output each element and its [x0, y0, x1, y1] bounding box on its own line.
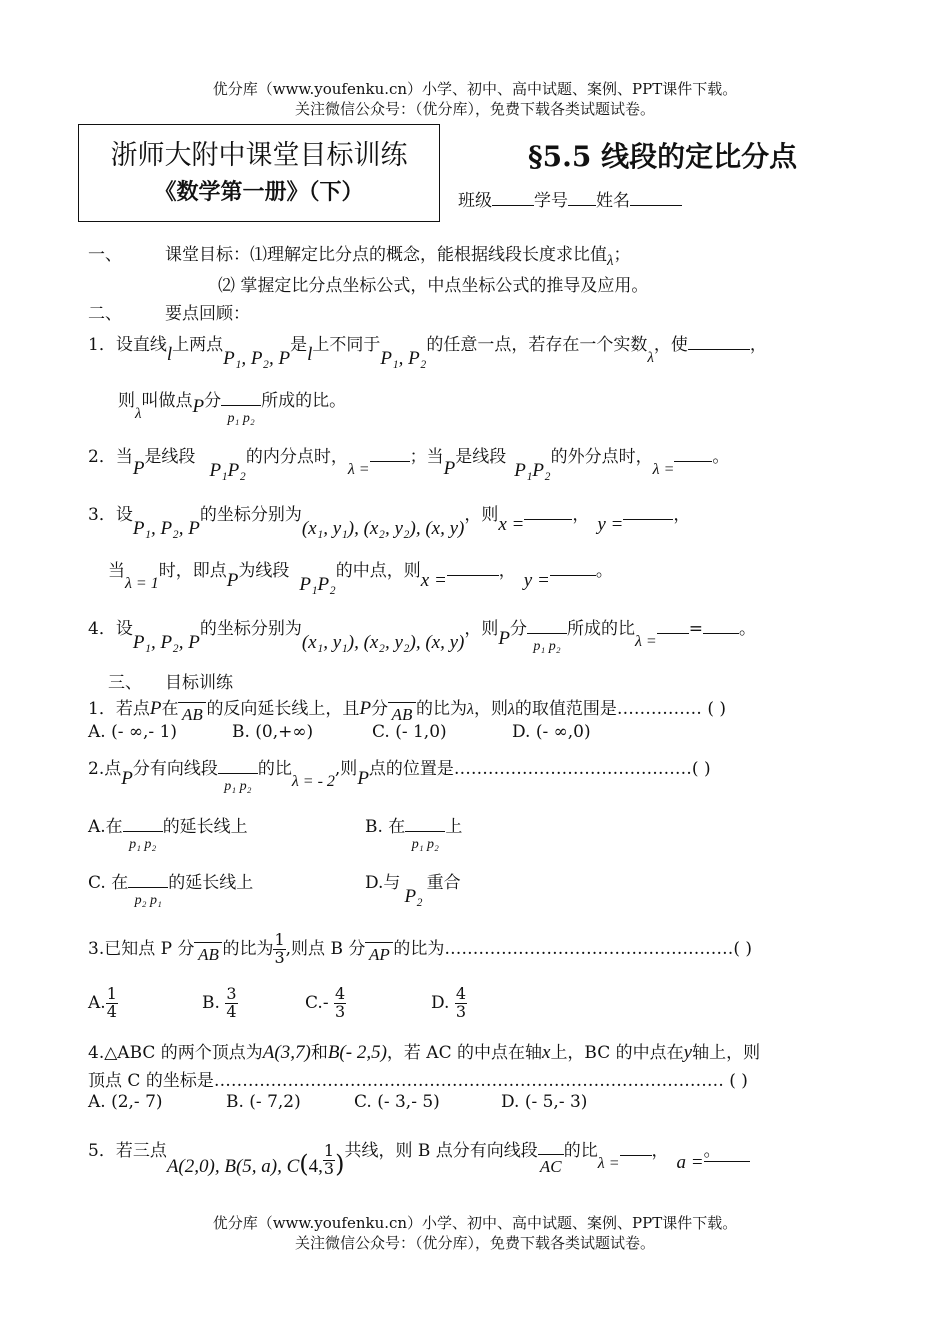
header-line-2: 关注微信公众号：（优分库），免费下载各类试题试卷。	[294, 100, 655, 118]
e2-opt-c-end: 的延长线上	[168, 873, 254, 893]
e4-text-d: 上，BC 的中点在	[550, 1043, 684, 1063]
q3-text-k: 。	[595, 561, 613, 581]
title-box	[78, 124, 440, 222]
q2-segment2: P₁P₂	[514, 460, 551, 481]
e2-opt-c-label: C. 在	[88, 873, 129, 893]
book-title: 《数学第一册》（下）	[154, 179, 364, 205]
e4-x-axis: x	[542, 1042, 551, 1063]
q4-text-d: 分	[509, 619, 527, 639]
q2-segment: P₁P₂	[209, 460, 246, 481]
e3-option-a[interactable]: A. $\frac{1}{4}$	[88, 984, 117, 1021]
e2-opt-a-label: A.在	[88, 817, 123, 837]
e2-opt-b-end: 上	[445, 817, 463, 837]
q1-text-e: 的任意一点，若存在一个实数	[426, 335, 648, 355]
q3-points: P₁, P₂, P	[132, 518, 200, 539]
q3-text-h: 为线段	[238, 561, 290, 581]
q3-text-f: 当	[108, 561, 125, 581]
class-field[interactable]	[492, 205, 534, 206]
name-label: 姓名	[596, 191, 630, 211]
e1-vector-ab2: AB	[388, 702, 416, 724]
e1-option-a[interactable]: A. (- ∞,- 1)	[88, 722, 178, 742]
q1-point-p: P	[192, 396, 205, 417]
q1-text-d: 上不同于	[312, 335, 381, 355]
e2-point-p2: P	[357, 768, 369, 789]
exercise-4-line1	[88, 1038, 760, 1064]
e5-text-e: 。	[703, 1141, 721, 1161]
q1-text-i: 叫做点	[141, 391, 193, 411]
q1-line-l2: l	[307, 344, 313, 365]
e1-option-d[interactable]: D. (- ∞,0)	[512, 722, 591, 742]
e1-vector-ab: AB	[178, 702, 206, 724]
e4-point-a: A(3,7)	[262, 1042, 311, 1063]
e4-text-b: 和	[310, 1043, 328, 1063]
e2-text-e: 点的位置是……………………………………( )	[368, 759, 711, 779]
e2-option-c[interactable]	[88, 868, 253, 908]
e2-opt-b-label: B. 在	[365, 817, 406, 837]
e4-text-c: ，若 AC 的中点在轴	[386, 1043, 542, 1063]
q4-vector-p1p2: p₁ p₂	[527, 633, 567, 654]
e1-option-b[interactable]: B. (0,+∞)	[232, 722, 314, 742]
q3-blank-y[interactable]	[623, 519, 673, 520]
q3-point-p: P	[226, 570, 239, 591]
e4-option-c[interactable]: C. (- 3,- 5)	[354, 1092, 440, 1112]
q1-vector-p1p2: p₁ p₂	[221, 405, 261, 426]
q3-y-eq: y =	[597, 514, 624, 535]
q3-y2-eq: y =	[523, 570, 550, 591]
q4-points: P₁, P₂, P	[132, 632, 200, 653]
e5-text-c: 的比	[563, 1141, 598, 1161]
e4-point-b: B(- 2,5)	[327, 1042, 387, 1063]
footer-line-1: 优分库（www.youfenku.cn）小学、初中、高中试题、案例、PPT课件下载。	[212, 1214, 738, 1232]
student-info	[458, 186, 682, 211]
exercise-1	[88, 694, 726, 724]
e2-option-d[interactable]	[365, 868, 461, 908]
q1-text-g: ，	[749, 335, 767, 355]
e1-lambda: λ	[467, 701, 474, 718]
q4-blank-1[interactable]	[657, 633, 689, 634]
q3-text-b: 的坐标分别为	[199, 505, 302, 525]
section1-goal2: ⑵ 掌握定比分点坐标公式，中点坐标公式的推导及应用。	[218, 276, 649, 296]
class-label: 班级	[458, 191, 492, 211]
q3-text-j: ，	[498, 561, 516, 581]
school-title: 浙师大附中课堂目标训练	[110, 140, 408, 171]
q2-text-f: 的外分点时，	[550, 447, 653, 467]
e4-y-axis: y	[683, 1042, 693, 1063]
q3-text-a: 3．设	[88, 505, 133, 525]
q3-segment: P₁P₂	[299, 574, 336, 595]
q2-lambda2: λ =	[652, 461, 675, 478]
q3-text-d: ，	[572, 505, 590, 525]
q2-lambda: λ =	[347, 461, 370, 478]
q3-text-c: ，则	[464, 505, 499, 525]
q4-text-e: 所成的比	[566, 619, 635, 639]
lambda-symbol: λ	[607, 253, 614, 269]
e4-text-a: 4.△ABC 的两个顶点为	[88, 1043, 263, 1063]
q2-text-c: 的内分点时，	[245, 447, 348, 467]
q3-text-i: 的中点，则	[335, 561, 421, 581]
q4-point-p: P	[498, 628, 510, 649]
q2-point-p2: P	[443, 458, 456, 479]
footer-line-2: 关注微信公众号：（优分库），免费下载各类试题试卷。	[294, 1234, 655, 1252]
e5-text-a: 5．若三点	[88, 1141, 167, 1161]
section3-num: 三、	[108, 673, 142, 693]
e1-text-a: 1．若点	[88, 699, 150, 719]
e2-opt-b-vector: p₁ p₂	[405, 831, 445, 852]
q1-text-a: 1．设直线	[88, 335, 167, 355]
q1-blank[interactable]	[688, 349, 750, 350]
e3-text-c: ,则点 B 分	[285, 938, 366, 959]
e1-text-c: 的反向延长线上，且	[206, 699, 360, 719]
e1-text-f: ，则	[473, 699, 508, 719]
e2-text-d: ,则	[334, 759, 358, 779]
q2-text-e: 是线段	[455, 447, 507, 467]
q4-lambda: λ =	[634, 633, 657, 650]
e1-point-p: P	[149, 698, 162, 719]
e5-paren-close: )	[335, 1150, 345, 1178]
e4-option-d[interactable]: D. (- 5,- 3)	[501, 1092, 588, 1112]
section2-label: 要点回顾：	[165, 304, 250, 324]
e3-text-b: 的比为	[222, 938, 274, 959]
q1-points: P₁, P₂, P	[223, 348, 291, 369]
review-q1-line1	[88, 330, 767, 370]
q4-coords: (x₁, y₁), (x₂, y₂), (x, y)	[301, 632, 465, 653]
q3-blank-x[interactable]	[524, 519, 572, 520]
q3-blank-x2[interactable]	[447, 575, 499, 576]
e5-lambda: λ =	[597, 1155, 620, 1172]
q3-text-g: 时，即点	[158, 561, 227, 581]
page-title: §5.5 线段的定比分点	[528, 140, 798, 173]
review-q3-line1	[88, 500, 690, 540]
e2-option-b[interactable]	[365, 812, 462, 852]
q3-text-e: ，	[673, 505, 691, 525]
q4-text-b: 的坐标分别为	[199, 619, 302, 639]
e5-text-b: 共线，则 B 点分有向线段	[344, 1141, 538, 1161]
e4-text-e: 轴上，则	[692, 1043, 761, 1063]
q3-blank-y2[interactable]	[550, 575, 596, 576]
exercise-2	[88, 754, 711, 794]
q1-text-k: 所成的比。	[261, 391, 347, 411]
section2-num: 二、	[88, 304, 122, 324]
e5-paren-open: (	[299, 1150, 309, 1178]
q2-text-g: 。	[712, 447, 730, 467]
review-q3-line2	[108, 556, 613, 596]
q1-lambda: λ	[647, 350, 654, 366]
section1-goal1	[165, 240, 631, 270]
e2-text-b: 分有向线段	[132, 759, 218, 779]
goal1-end: ；	[613, 245, 631, 265]
section1-num: 一、	[88, 245, 122, 265]
q4-equals: =	[688, 619, 703, 639]
q2-text-b: 是线段	[144, 447, 196, 467]
section3-label: 目标训练	[165, 673, 233, 693]
e3-option-b[interactable]: B. $\frac{3}{4}$	[202, 984, 237, 1021]
e5-fraction: $\frac{1}{3}$	[323, 1141, 335, 1178]
number-field[interactable]	[568, 205, 596, 206]
q4-blank-2[interactable]	[703, 633, 739, 634]
e2-opt-d-point: P₂	[404, 886, 423, 907]
e5-vector-ac: AC	[538, 1154, 564, 1176]
e4-option-b[interactable]: B. (- 7,2)	[226, 1092, 301, 1112]
header-line-1: 优分库（www.youfenku.cn）小学、初中、高中试题、案例、PPT课件下载。	[212, 80, 738, 98]
q4-text-a: 4．设	[88, 619, 133, 639]
q1-text-h: 则	[118, 391, 135, 411]
e2-option-a[interactable]	[88, 812, 248, 852]
e3-text-a: 3.已知点 P 分	[88, 938, 195, 959]
e5-blank-a[interactable]	[704, 1136, 750, 1162]
e2-point-p: P	[121, 768, 133, 789]
e1-lambda2: λ	[507, 701, 515, 718]
e1-text-b: 在	[161, 699, 179, 719]
q2-text-a: 2．当	[88, 447, 133, 467]
e2-text-c: 的比	[257, 759, 292, 779]
e3-vector-ab: AB	[194, 942, 222, 964]
e3-vector-ap: AP	[365, 942, 393, 964]
q1-text-b: 上两点	[172, 335, 224, 355]
q1-lambda2: λ	[135, 406, 142, 422]
review-q4	[88, 614, 756, 654]
q1-points2: P₁, P₂	[380, 348, 427, 369]
exercise-3	[88, 932, 752, 967]
e2-text-a: 2.点	[88, 759, 122, 779]
e1-option-c[interactable]: C. (- 1,0)	[372, 722, 447, 742]
q1-text-j: 分	[204, 391, 222, 411]
e5-c-x: 4,	[308, 1156, 323, 1177]
e2-opt-d-end: 重合	[426, 873, 461, 893]
e2-lambda: λ = - 2	[291, 773, 335, 790]
e3-text-d: 的比为……………………………………………( )	[393, 938, 753, 959]
q1-line-l: l	[166, 344, 173, 365]
goal1-text: 课堂目标：⑴理解定比分点的概念，能根据线段长度求比值	[165, 245, 607, 265]
e3-option-c[interactable]: C.- $\frac{4}{3}$	[305, 984, 346, 1021]
q2-point-p: P	[132, 458, 145, 479]
q2-text-d: ；当	[409, 447, 444, 467]
e5-blank-lambda[interactable]	[620, 1155, 652, 1156]
review-q1-line2	[118, 386, 346, 426]
e5-points: A(2,0), B(5, a), C	[166, 1156, 300, 1177]
q4-text-f: 。	[738, 619, 756, 639]
e1-point-p2: P	[359, 698, 372, 719]
number-label: 学号	[534, 191, 568, 211]
q4-text-c: ，则	[464, 619, 499, 639]
e3-fraction: $\frac{1}{3}$	[274, 930, 285, 967]
e2-opt-a-vector: p₁ p₂	[123, 831, 163, 852]
e1-text-g: 的取值范围是…………… ( )	[514, 699, 726, 719]
e1-text-d: 分	[371, 699, 389, 719]
q2-blank-outer[interactable]	[674, 461, 712, 462]
e4-option-a[interactable]: A. (2,- 7)	[88, 1092, 163, 1112]
q1-text-f: ，使	[653, 335, 688, 355]
e2-opt-a-end: 的延长线上	[162, 817, 248, 837]
e2-vector-p1p2: p₁ p₂	[218, 773, 258, 794]
q3-x-eq: x =	[498, 514, 525, 535]
q3-coords: (x₁, y₁), (x₂, y₂), (x, y)	[301, 518, 465, 539]
q1-text-c: 是	[290, 335, 308, 355]
e2-opt-d-label: D.与	[365, 873, 401, 893]
e5-text-d: ，	[651, 1141, 669, 1161]
e2-opt-c-vector: p₂ p₁	[128, 887, 168, 908]
name-field[interactable]	[630, 205, 682, 206]
e5-a-eq: a =	[676, 1152, 704, 1173]
exercise-5	[88, 1136, 750, 1178]
q2-blank-inner[interactable]	[370, 461, 410, 462]
q3-x2-eq: x =	[420, 570, 447, 591]
exercise-4-line2: 顶点 C 的坐标是……………………………………………………………………………… ( )	[88, 1071, 748, 1091]
e1-text-e: 的比为	[416, 699, 468, 719]
e3-option-d[interactable]: D. $\frac{4}{3}$	[431, 984, 467, 1021]
q3-lambda: λ = 1	[125, 575, 159, 592]
review-q2	[88, 442, 729, 482]
